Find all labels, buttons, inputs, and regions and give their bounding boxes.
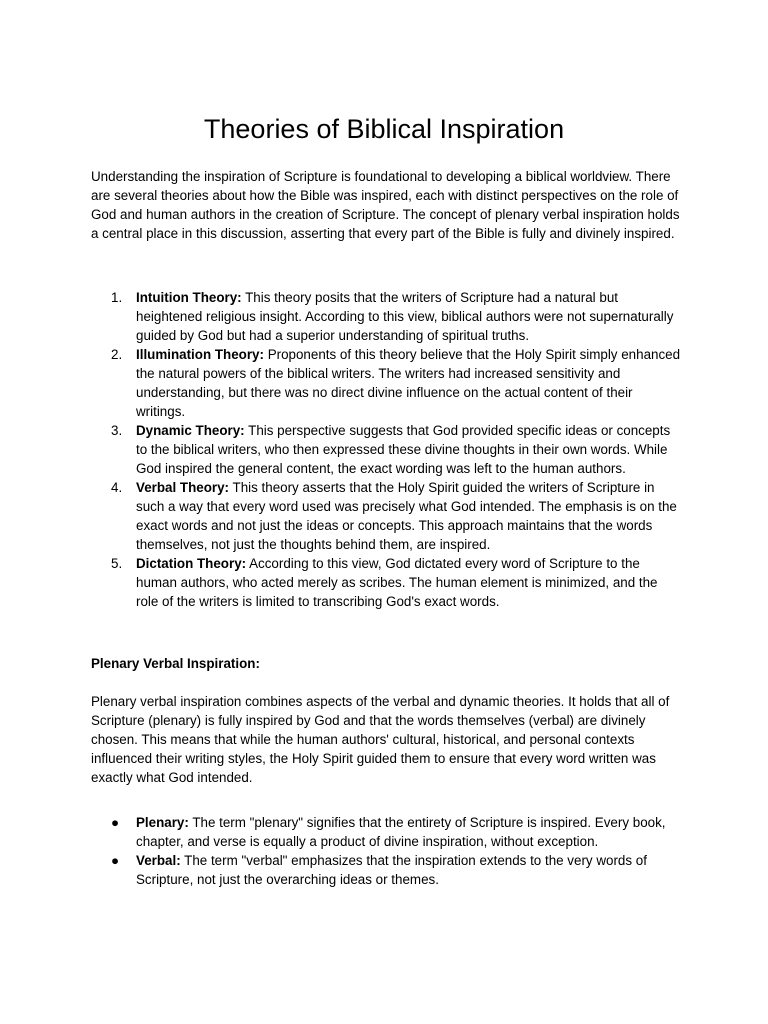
- theory-description: According to this view, God dictated every word of Scripture to the human authors, who acted merely as scribes. The human element is minimized, and the role of the writers is limited to transcribing God's exact words.: [136, 556, 658, 609]
- list-item-plenary: [91, 813, 681, 851]
- plenary-paragraph: Plenary verbal inspiration combines aspects of the verbal and dynamic theories. It holds that all of Scripture (plenary) is fully inspired by God and that the words themselves (verbal) are divinely chosen. This means that while the human authors' cultural, historical, and personal contexts influenced their writing styles, the Holy Spirit guided them to ensure that every word written was exactly what God intended.: [91, 694, 670, 785]
- theory-description: Proponents of this theory believe that the Holy Spirit simply enhanced the natural powers of the biblical writers. The writers had increased sensitivity and understanding, but there was no direct divine influence on the actual content of their writings.: [136, 347, 681, 419]
- bullet-term: Plenary:: [136, 815, 189, 830]
- theory-term: Illumination Theory:: [136, 347, 264, 362]
- section-heading-plenary-verbal: Plenary Verbal Inspiration:: [91, 656, 260, 671]
- theory-term: Dictation Theory:: [136, 556, 247, 571]
- bullet-description: The term "plenary" signifies that the entirety of Scripture is inspired. Every book, chapter, and verse is equally a product of divine inspiration, without exception.: [136, 815, 666, 849]
- list-item-dynamic-theory: [91, 421, 681, 478]
- theory-description: This theory asserts that the Holy Spirit guided the writers of Scripture in such a way that every word used was precisely what God intended. The emphasis is on the exact words and not just the ideas or concepts. This approach maintains that the words themselves, not just the thoughts behind them, are inspired.: [136, 480, 677, 552]
- list-item-dictation-theory: [91, 554, 681, 611]
- bullet-list: [91, 813, 681, 889]
- theory-description: This perspective suggests that God provided specific ideas or concepts to the biblical writers, who then expressed these divine thoughts in their own words. While God inspired the general content, the exact wording was left to the human authors.: [136, 423, 671, 476]
- bullet-icon: ●: [111, 853, 120, 868]
- list-item-intuition-theory: [91, 288, 681, 345]
- list-number: 5.: [111, 556, 123, 571]
- theory-term: Dynamic Theory:: [136, 423, 245, 438]
- list-item-verbal: [91, 851, 681, 889]
- theory-description: This theory posits that the writers of Scripture had a natural but heightened religious insight. According to this view, biblical authors were not supernaturally guided by God but had a superior understanding of spiritual truths.: [136, 290, 674, 343]
- list-number: 1.: [111, 290, 123, 305]
- theory-list: [91, 288, 681, 611]
- bullet-icon: ●: [111, 815, 120, 830]
- list-item-illumination-theory: [91, 345, 681, 421]
- list-number: 2.: [111, 347, 123, 362]
- list-number: 3.: [111, 423, 123, 438]
- list-item-verbal-theory: [91, 478, 681, 554]
- intro-paragraph: Understanding the inspiration of Scripture is foundational to developing a biblical worldview. There are several theories about how the Bible was inspired, each with distinct perspectives on the role of God and human authors in the creation of Scripture. The concept of plenary verbal inspiration holds a central place in this discussion, asserting that every part of the Bible is fully and divinely inspired.: [91, 169, 680, 241]
- list-number: 4.: [111, 480, 123, 495]
- theory-term: Verbal Theory:: [136, 480, 230, 495]
- bullet-term: Verbal:: [136, 853, 181, 868]
- bullet-description: The term "verbal" emphasizes that the inspiration extends to the very words of Scripture, not just the overarching ideas or themes.: [136, 853, 647, 887]
- page-title: Theories of Biblical Inspiration: [203, 114, 565, 144]
- theory-term: Intuition Theory:: [136, 290, 242, 305]
